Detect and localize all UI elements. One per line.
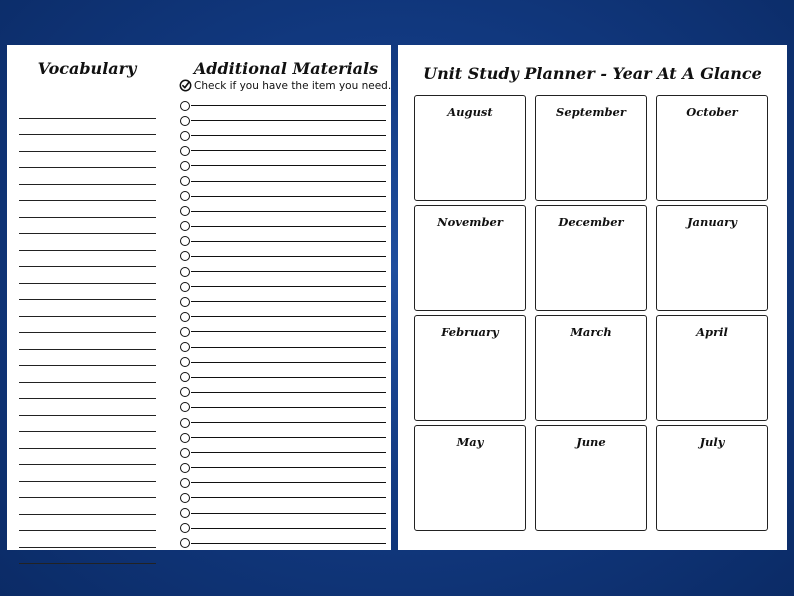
material-item-row[interactable] [180,143,386,158]
checkbox-circle-icon[interactable] [180,116,190,126]
checkbox-circle-icon[interactable] [180,357,190,367]
checkbox-circle-icon[interactable] [180,297,190,307]
vocabulary-line[interactable] [19,416,156,433]
material-item-row[interactable] [180,113,386,128]
material-write-line[interactable] [191,181,386,182]
checkbox-circle-icon[interactable] [180,191,190,201]
month-label: December [558,215,624,229]
checkbox-circle-icon[interactable] [180,463,190,473]
checkbox-circle-icon[interactable] [180,206,190,216]
right-planner-page [398,45,787,550]
month-box-december[interactable] [535,205,647,311]
material-item-row[interactable] [180,340,386,355]
month-label: March [570,325,612,339]
vocabulary-line[interactable] [19,498,156,515]
month-box-february[interactable] [414,315,526,421]
checkbox-circle-icon[interactable] [180,478,190,488]
materials-checklist [180,98,386,551]
material-item-row[interactable] [180,309,386,324]
month-box-march[interactable] [535,315,647,421]
materials-instruction [179,79,391,92]
vocabulary-line[interactable] [19,399,156,416]
month-box-january[interactable] [656,205,768,311]
material-write-line[interactable] [191,437,386,438]
vocabulary-line[interactable] [19,515,156,532]
material-write-line[interactable] [191,347,386,348]
month-grid [414,95,768,531]
material-write-line[interactable] [191,392,386,393]
checkbox-circle-icon[interactable] [180,221,190,231]
material-item-row[interactable] [180,370,386,385]
material-item-row[interactable] [180,475,386,490]
material-item-row[interactable] [180,430,386,445]
material-write-line[interactable] [191,211,386,212]
material-write-line[interactable] [191,165,386,166]
material-write-line[interactable] [191,150,386,151]
material-item-row[interactable] [180,204,386,219]
month-label: January [687,215,737,229]
checkbox-circle-icon[interactable] [180,101,190,111]
material-write-line[interactable] [191,543,386,544]
checkbox-circle-icon[interactable] [180,267,190,277]
material-write-line[interactable] [191,196,386,197]
left-worksheet-page [7,45,391,550]
checkbox-circle-icon[interactable] [180,402,190,412]
vocabulary-line[interactable] [19,333,156,350]
material-item-row[interactable] [180,506,386,521]
vocabulary-title: Vocabulary [37,59,137,78]
material-write-line[interactable] [191,407,386,408]
material-write-line[interactable] [191,362,386,363]
material-item-row[interactable] [180,173,386,188]
material-write-line[interactable] [191,482,386,483]
additional-materials-title: Additional Materials [193,59,379,78]
material-item-row[interactable] [180,536,386,551]
checkbox-circle-icon[interactable] [180,372,190,382]
month-box-november[interactable] [414,205,526,311]
material-item-row[interactable] [180,294,386,309]
vocabulary-line[interactable] [19,300,156,317]
vocabulary-line[interactable] [19,284,156,301]
checkbox-circle-icon[interactable] [180,342,190,352]
material-write-line[interactable] [191,226,386,227]
vocabulary-line[interactable] [19,185,156,202]
material-write-line[interactable] [191,271,386,272]
material-write-line[interactable] [191,497,386,498]
material-item-row[interactable] [180,264,386,279]
material-write-line[interactable] [191,513,386,514]
material-write-line[interactable] [191,331,386,332]
material-item-row[interactable] [180,324,386,339]
vocabulary-line[interactable] [19,234,156,251]
checkbox-circle-icon[interactable] [180,251,190,261]
month-label: August [447,105,493,119]
month-label: June [576,435,606,449]
material-write-line[interactable] [191,316,386,317]
material-write-line[interactable] [191,105,386,106]
material-write-line[interactable] [191,241,386,242]
vocabulary-line[interactable] [19,432,156,449]
planner-title: Unit Study Planner - Year At A Glance [423,64,762,83]
material-write-line[interactable] [191,301,386,302]
vocabulary-line[interactable] [19,531,156,548]
material-item-row[interactable] [180,460,386,475]
vocabulary-line[interactable] [19,366,156,383]
material-item-row[interactable] [180,400,386,415]
month-box-april[interactable] [656,315,768,421]
vocabulary-line[interactable] [19,135,156,152]
vocabulary-line[interactable] [19,102,156,119]
material-item-row[interactable] [180,249,386,264]
material-write-line[interactable] [191,377,386,378]
material-item-row[interactable] [180,385,386,400]
material-write-line[interactable] [191,528,386,529]
month-label: May [456,435,484,449]
material-item-row[interactable] [180,521,386,536]
checkbox-circle-icon[interactable] [180,146,190,156]
material-item-row[interactable] [180,128,386,143]
materials-instruction-text: Check if you have the item you need. [194,79,392,92]
checkbox-circle-icon[interactable] [180,523,190,533]
month-box-may[interactable] [414,425,526,531]
checkbox-circle-icon[interactable] [180,131,190,141]
vocabulary-line[interactable] [19,201,156,218]
material-item-row[interactable] [180,445,386,460]
material-write-line[interactable] [191,452,386,453]
material-item-row[interactable] [180,158,386,173]
material-item-row[interactable] [180,234,386,249]
material-item-row[interactable] [180,490,386,505]
material-item-row[interactable] [180,415,386,430]
vocabulary-line[interactable] [19,152,156,169]
checkbox-circle-icon[interactable] [180,282,190,292]
material-write-line[interactable] [191,422,386,423]
material-item-row[interactable] [180,189,386,204]
month-label: April [696,325,728,339]
checkmark-circle-icon [179,79,192,92]
month-label: October [686,105,738,119]
material-write-line[interactable] [191,256,386,257]
checkbox-circle-icon[interactable] [180,418,190,428]
vocabulary-line[interactable] [19,218,156,235]
checkbox-circle-icon[interactable] [180,448,190,458]
vocabulary-line[interactable] [19,350,156,367]
month-box-september[interactable] [535,95,647,201]
checkbox-circle-icon[interactable] [180,312,190,322]
material-write-line[interactable] [191,135,386,136]
material-write-line[interactable] [191,120,386,121]
checkbox-circle-icon[interactable] [180,538,190,548]
vocabulary-line[interactable] [19,267,156,284]
vocabulary-line[interactable] [19,383,156,400]
checkbox-circle-icon[interactable] [180,327,190,337]
month-box-august[interactable] [414,95,526,201]
vocabulary-line[interactable] [19,465,156,482]
material-item-row[interactable] [180,98,386,113]
checkbox-circle-icon[interactable] [180,433,190,443]
month-label: July [699,435,725,449]
material-item-row[interactable] [180,355,386,370]
checkbox-circle-icon[interactable] [180,508,190,518]
vocabulary-line[interactable] [19,119,156,136]
month-label: September [556,105,626,119]
checkbox-circle-icon[interactable] [180,387,190,397]
month-box-june[interactable] [535,425,647,531]
checkbox-circle-icon[interactable] [180,161,190,171]
vocabulary-line[interactable] [19,548,156,565]
vocabulary-line[interactable] [19,317,156,334]
checkbox-circle-icon[interactable] [180,176,190,186]
month-label: February [441,325,499,339]
checkbox-circle-icon[interactable] [180,493,190,503]
month-label: November [437,215,503,229]
vocabulary-line[interactable] [19,251,156,268]
month-box-october[interactable] [656,95,768,201]
vocabulary-line[interactable] [19,168,156,185]
vocabulary-line[interactable] [19,449,156,466]
month-box-july[interactable] [656,425,768,531]
material-write-line[interactable] [191,467,386,468]
material-item-row[interactable] [180,219,386,234]
vocabulary-lines [19,102,156,564]
material-write-line[interactable] [191,286,386,287]
checkbox-circle-icon[interactable] [180,236,190,246]
vocabulary-line[interactable] [19,482,156,499]
material-item-row[interactable] [180,279,386,294]
